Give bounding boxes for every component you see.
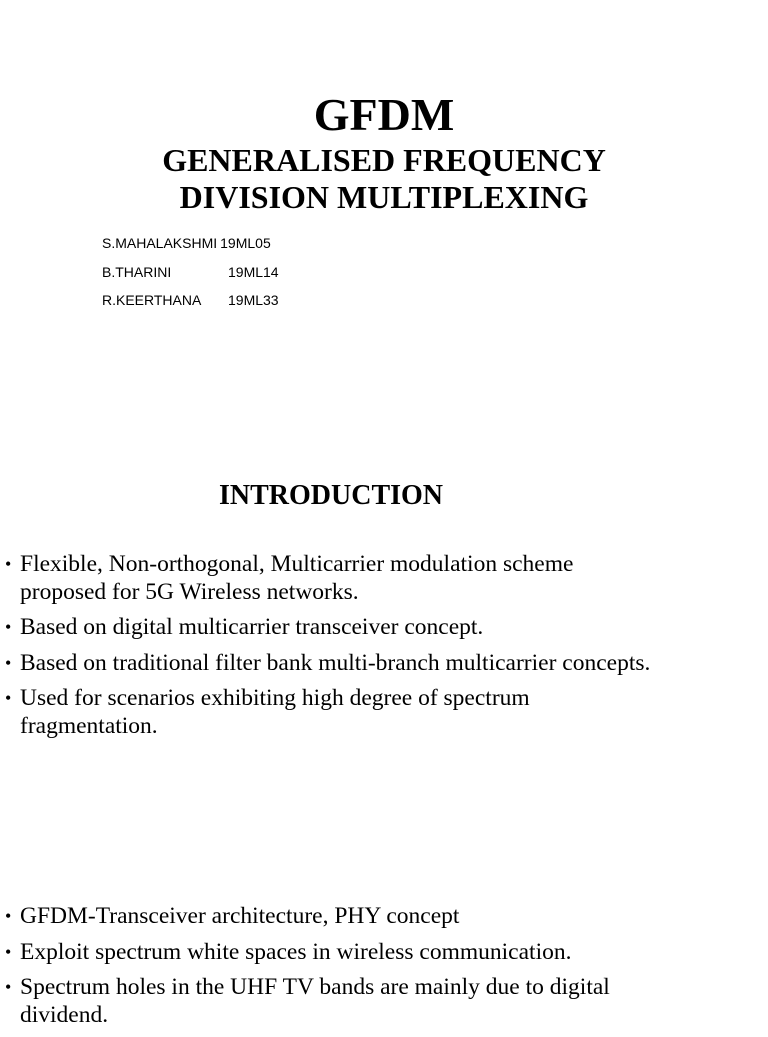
author-name: B.THARINI	[102, 263, 172, 280]
bullet-dot: •	[5, 688, 12, 708]
gfdm-details-slide	[0, 890, 768, 1028]
slide-subtitle	[0, 142, 768, 216]
author-id: 19ML33	[228, 292, 279, 308]
author-name: S.MAHALAKSHMI	[102, 235, 218, 251]
subtitle-line-1: GENERALISED FREQUENCY	[162, 142, 606, 178]
author-name: R.KEERTHANA	[102, 292, 202, 308]
subtitle-line-2: DIVISION MULTIPLEXING	[179, 179, 589, 215]
author-row	[102, 286, 279, 315]
bullet-item	[5, 974, 655, 1029]
bullet-item	[5, 685, 655, 740]
bullet-item	[5, 939, 655, 967]
bullet-dot: •	[5, 977, 12, 997]
author-row	[102, 258, 279, 287]
bullet-text: Flexible, Non-orthogonal, Multicarrier modulation scheme proposed for 5G Wireless networks.	[20, 551, 574, 605]
section-heading: INTRODUCTION	[218, 480, 444, 511]
title-slide	[0, 0, 768, 384]
bullet-dot: •	[5, 617, 12, 637]
author-list	[102, 229, 279, 315]
bullet-text: Used for scenarios exhibiting high degree of spectrum fragmentation.	[20, 685, 530, 739]
bullet-list	[5, 903, 655, 1037]
bullet-dot: •	[5, 652, 12, 673]
bullet-text: Exploit spectrum white spaces in wireless communication.	[20, 938, 572, 965]
author-id: 19ML05	[220, 235, 271, 251]
bullet-dot: •	[5, 941, 12, 962]
author-row	[102, 229, 279, 258]
introduction-slide	[0, 465, 768, 795]
bullet-dot: •	[5, 906, 12, 926]
bullet-dot: •	[5, 554, 12, 574]
author-id: 19ML14	[228, 263, 279, 280]
bullet-item	[5, 903, 655, 931]
bullet-text: Based on traditional filter bank multi-branch multicarrier concepts.	[20, 649, 651, 676]
bullet-item	[5, 614, 655, 642]
bullet-text: Spectrum holes in the UHF TV bands are mainly due to digital dividend.	[20, 974, 610, 1028]
bullet-item	[5, 650, 655, 678]
bullet-text: GFDM-Transceiver architecture, PHY concept	[20, 903, 460, 929]
slide-title: GFDM	[313, 89, 455, 140]
bullet-item	[5, 551, 655, 606]
bullet-list	[5, 551, 655, 748]
bullet-text: Based on digital multicarrier transceiver concept.	[20, 614, 484, 640]
